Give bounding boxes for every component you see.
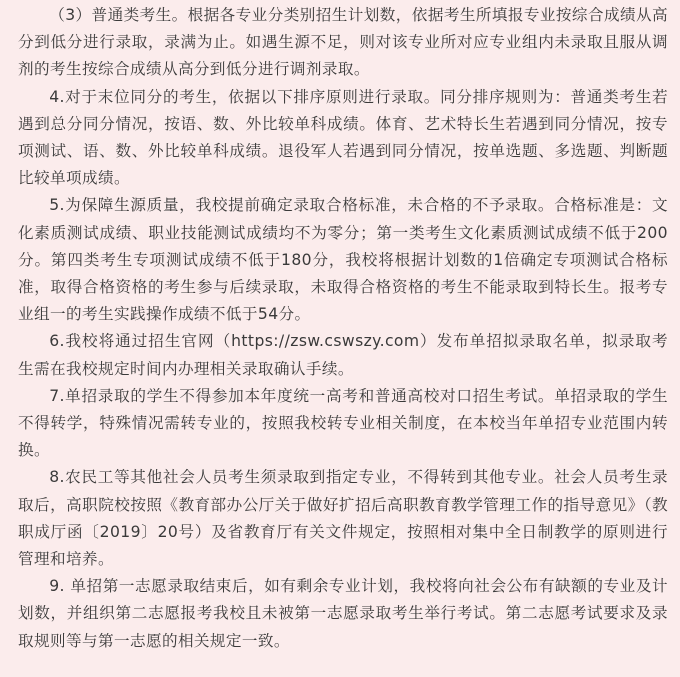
paragraph-exam-restriction: 7.单招录取的学生不得参加本年度统一高考和普通高校对口招生考试。单招录取的学生不得转学，特殊情况需转专业的，按照我校转专业相关制度，在本校当年单招专业范围内转换。 [18, 386, 668, 460]
paragraph-qualification-standard: 5.为保障生源质量，我校提前确定录取合格标准，未合格的不予录取。合格标准是：文化素质测试成绩、职业技能测试成绩均不为零分；第一类考生文化素质测试成绩不低于200分。第四类考生专项测试成绩不低于180分，我校将根据计划数的1倍确定专项测试合格标准，取得合格资格的考生参与后续录取，未取得合格资格的考生不能录取到特长生。报考专业组一的考生实践操作成绩不低于54分。 [18, 196, 668, 324]
paragraph-admission-list-notice: 6.我校将通过招生官网（https://zsw.cswszy.com）发布单招拟录取名单，拟录取考生需在我校规定时间内办理相关录取确认手续。 [18, 332, 668, 378]
paragraph-tie-break-rules: 4.对于末位同分的考生，依据以下排序原则进行录取。同分排序规则为：普通类考生若遇到总分同分情况，按语、数、外比较单科成绩。体育、艺术特长生若遇到同分情况，按专项测试、语、数、外比较单科成绩。退役军人若遇到同分情况，按单选题、多选题、判断题比较单项成绩。 [18, 87, 668, 188]
paragraph-second-choice: 9. 单招第一志愿录取结束后，如有剩余专业计划，我校将向社会公布有缺额的专业及计划数，并组织第二志愿报考我校且未被第一志愿录取考生举行考试。第二志愿考试要求及录取规则等与第一志愿的相关规定一致。 [18, 577, 668, 650]
paragraph-migrant-workers: 8.农民工等其他社会人员考生须录取到指定专业，不得转到其他专业。社会人员考生录取后，高职院校按照《教育部办公厅关于做好扩招后高职教育教学管理工作的指导意见》（教职成厅函〔2019〕20号）及省教育厅有关文件规定，按照相对集中全日制教学的原则进行管理和培养。 [18, 468, 668, 569]
paragraph-general-admission: （3）普通类考生。根据各专业分类别招生计划数，依据考生所填报专业按综合成绩从高分到低分进行录取，录满为止。如遇生源不足，则对该专业所对应专业组内未录取且服从调剂的考生按综合成绩从高分到低分进行调剂录取。 [18, 6, 668, 79]
